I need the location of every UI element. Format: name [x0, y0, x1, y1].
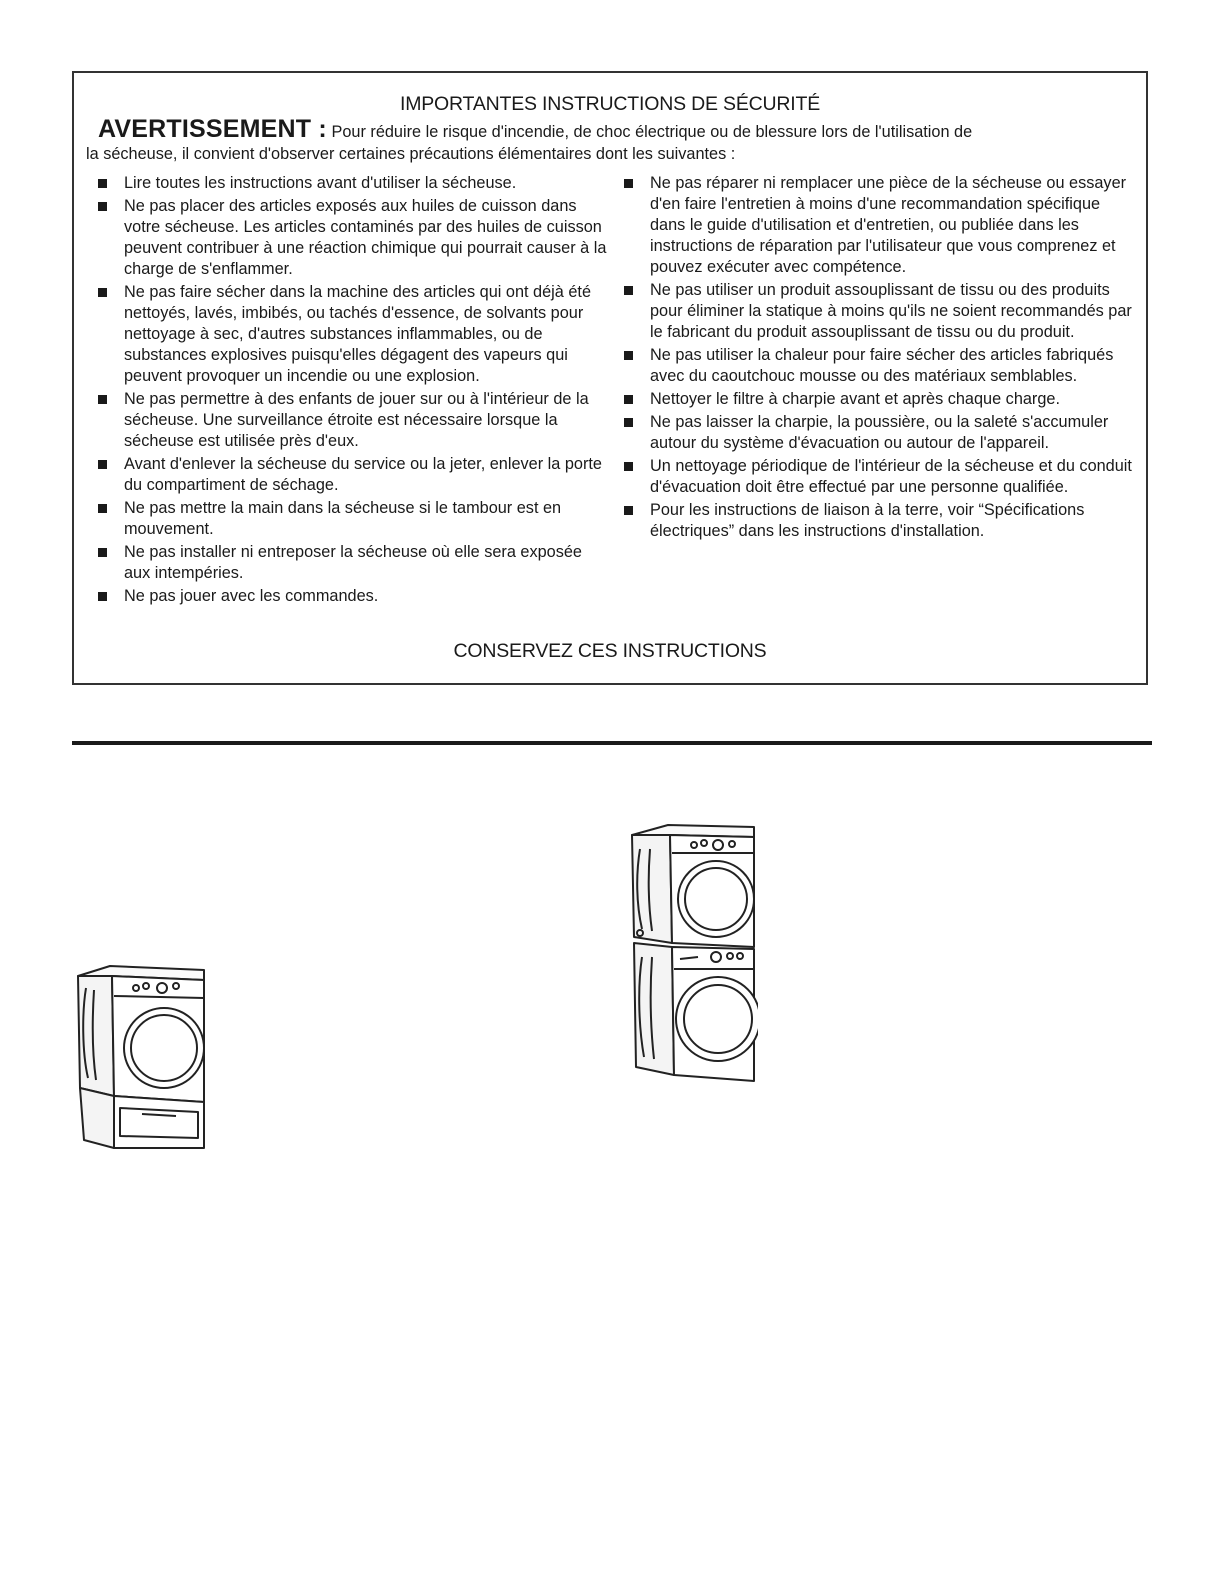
square-bullet-icon — [98, 592, 107, 601]
right-instructions-column — [622, 173, 1137, 544]
square-bullet-icon — [624, 506, 633, 515]
list-item: Nettoyer le filtre à charpie avant et après chaque charge. — [622, 389, 1137, 410]
list-item: Ne pas placer des articles exposés aux huiles de cuisson dans votre sécheuse. Les articles contaminés par des huiles de cuisson peuvent contribuer à une réaction chimique qui pourrait causer à la charge de s'enflammer. — [96, 196, 608, 280]
list-item: Ne pas jouer avec les commandes. — [96, 586, 608, 607]
list-item: Ne pas faire sécher dans la machine des articles qui ont déjà été nettoyés, lavés, imbibés, ou tachés d'essence, de solvants pour nettoyage à sec, d'autres substances inflammables, ou de substances explosives puisqu'elles dégagent des vapeurs qui peuvent provoquer un incendie ou une explosion. — [96, 282, 608, 387]
list-item: Ne pas réparer ni remplacer une pièce de la sécheuse ou essayer d'en faire l'entretien à moins d'une recommandation spécifique dans le guide d'utilisation et d'entretien, ou publiée dans les instructions de réparation par l'utilisateur que vous comprenez et pouvez exécuter avec compétence. — [622, 173, 1137, 278]
square-bullet-icon — [98, 548, 107, 557]
list-item: Avant d'enlever la sécheuse du service ou la jeter, enlever la porte du compartiment de séchage. — [96, 454, 608, 496]
list-item: Ne pas permettre à des enfants de jouer sur ou à l'intérieur de la sécheuse. Une surveillance étroite est nécessaire lorsque la sécheuse est utilisée près d'eux. — [96, 389, 608, 452]
list-item: Lire toutes les instructions avant d'utiliser la sécheuse. — [96, 173, 608, 194]
stacked-washer-dryer-icon — [628, 823, 758, 1085]
square-bullet-icon — [98, 460, 107, 469]
list-item: Ne pas laisser la charpie, la poussière, ou la saleté s'accumuler autour du système d'évacuation ou autour de l'appareil. — [622, 412, 1137, 454]
list-item: Ne pas mettre la main dans la sécheuse si le tambour est en mouvement. — [96, 498, 608, 540]
list-item: Ne pas installer ni entreposer la sécheuse où elle sera exposée aux intempéries. — [96, 542, 608, 584]
square-bullet-icon — [98, 288, 107, 297]
dryer-on-pedestal-icon — [72, 962, 217, 1154]
section-divider — [72, 741, 1152, 745]
warning-text-line-1: Pour réduire le risque d'incendie, de choc électrique ou de blessure lors de l'utilisation de — [331, 123, 973, 141]
warning-paragraph — [98, 117, 1122, 144]
square-bullet-icon — [624, 418, 633, 427]
warning-label: AVERTISSEMENT : — [98, 115, 327, 143]
conserve-instructions-footer: CONSERVEZ CES INSTRUCTIONS — [453, 640, 767, 662]
square-bullet-icon — [98, 395, 107, 404]
square-bullet-icon — [624, 179, 633, 188]
square-bullet-icon — [98, 202, 107, 211]
list-item: Ne pas utiliser un produit assouplissant de tissu ou des produits pour éliminer la statique à moins qu'ils ne soient recommandés par le fabricant du produit assouplissant de tissu ou du produit. — [622, 280, 1137, 343]
safety-instructions-box — [72, 71, 1148, 685]
square-bullet-icon — [624, 462, 633, 471]
list-item: Ne pas utiliser la chaleur pour faire sécher des articles fabriqués avec du caoutchouc mousse ou des matériaux semblables. — [622, 345, 1137, 387]
square-bullet-icon — [624, 351, 633, 360]
list-item: Pour les instructions de liaison à la terre, voir “Spécifications électriques” dans les instructions d'installation. — [622, 500, 1137, 542]
safety-title: IMPORTANTES INSTRUCTIONS DE SÉCURITÉ — [399, 93, 821, 115]
square-bullet-icon — [98, 179, 107, 188]
square-bullet-icon — [98, 504, 107, 513]
list-item: Un nettoyage périodique de l'intérieur de la sécheuse et du conduit d'évacuation doit être effectué par une personne qualifiée. — [622, 456, 1137, 498]
warning-text-line-2: la sécheuse, il convient d'observer certaines précautions élémentaires dont les suivantes : — [86, 145, 736, 163]
square-bullet-icon — [624, 286, 633, 295]
square-bullet-icon — [624, 395, 633, 404]
left-instructions-column — [96, 173, 608, 609]
